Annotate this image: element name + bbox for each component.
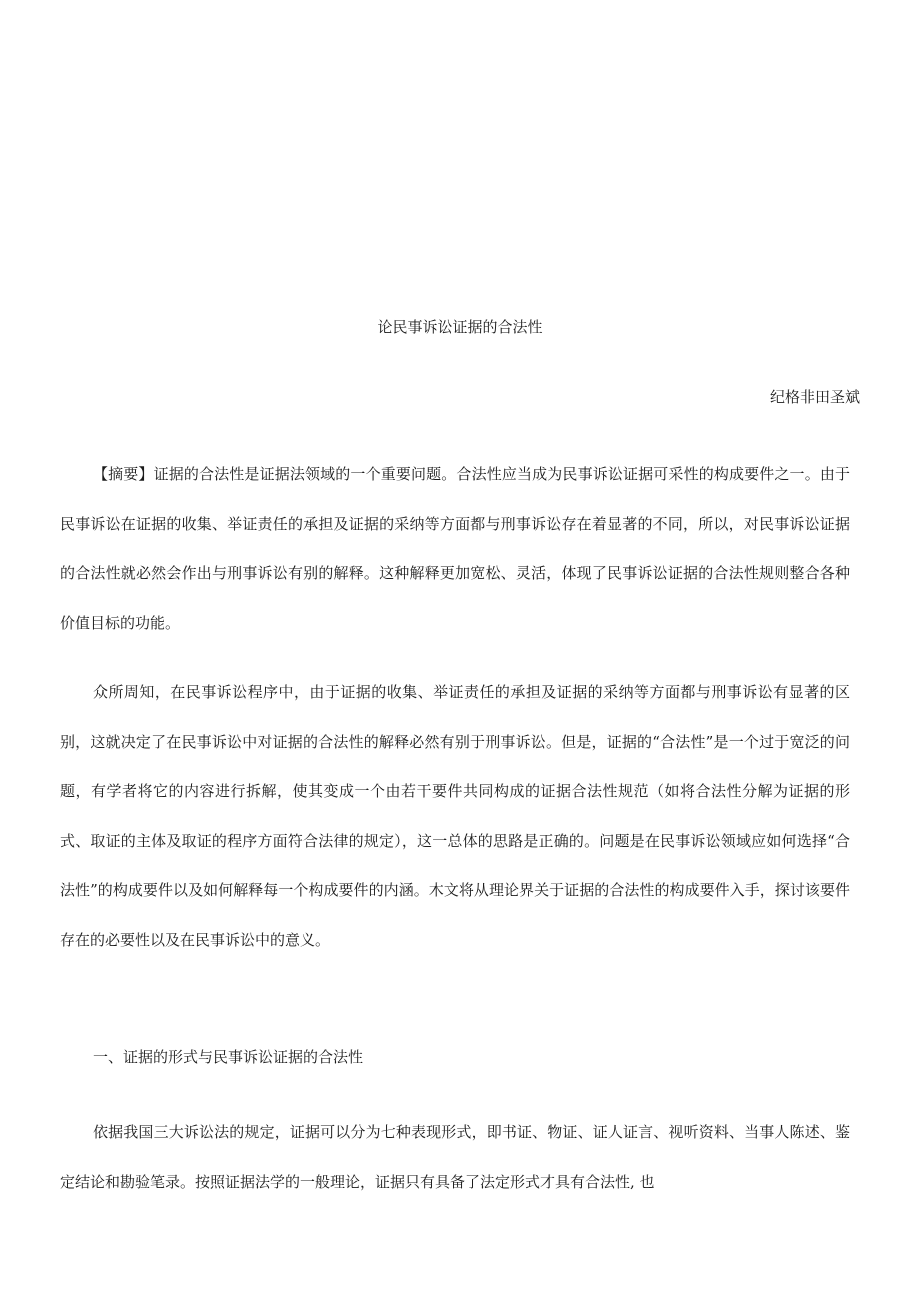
section-heading: 一、证据的形式与民事诉讼证据的合法性	[93, 1048, 364, 1066]
section-paragraph: 依据我国三大诉讼法的规定，证据可以分为七种表现形式，即书证、物证、证人证言、视听资料、当事人陈述、鉴定结论和勘验笔录。按照证据法学的一般理论，证据只有具备了法定形式才具有合法性, 也	[60, 1123, 850, 1191]
document-title: 论民事诉讼证据的合法性	[377, 318, 543, 336]
document-author: 纪格非田圣斌	[769, 388, 860, 406]
intro-paragraph: 众所周知，在民事诉讼程序中，由于证据的收集、举证责任的承担及证据的采纳等方面都与刑事诉讼有显著的区别，这就决定了在民事诉讼中对证据的合法性的解释必然有别于刑事诉讼。但是，证据的“合法性”是一个过于宽泛的问题，有学者将它的内容进行拆解，使其变成一个由若干要件共同构成的证据合法性规范（如将合法性分解为证据的形式、取证的主体及取证的程序方面符合法律的规定），这一总体的思路是正确的。问题是在民事诉讼领域应如何选择“合法性”的构成要件以及如何解释每一个构成要件的内涵。木文将从理论界关于证据的合法性的构成要件入手，探讨该要件存在的必要性以及在民事诉讼中的意义。	[60, 683, 850, 949]
abstract-paragraph: 【摘要】证据的合法性是证据法领域的一个重要问题。合法性应当成为民事诉讼证据可采性的构成要件之一。由于民事诉讼在证据的收集、举证责任的承担及证据的采纳等方面都与刑事诉讼存在着显著的不同，所以，对民事诉讼证据的合法性就必然会作出与刑事诉讼有别的解释。这种解释更加宽松、灵活，体现了民事诉讼证据的合法性规则整合各种价值目标的功能。	[60, 465, 850, 632]
